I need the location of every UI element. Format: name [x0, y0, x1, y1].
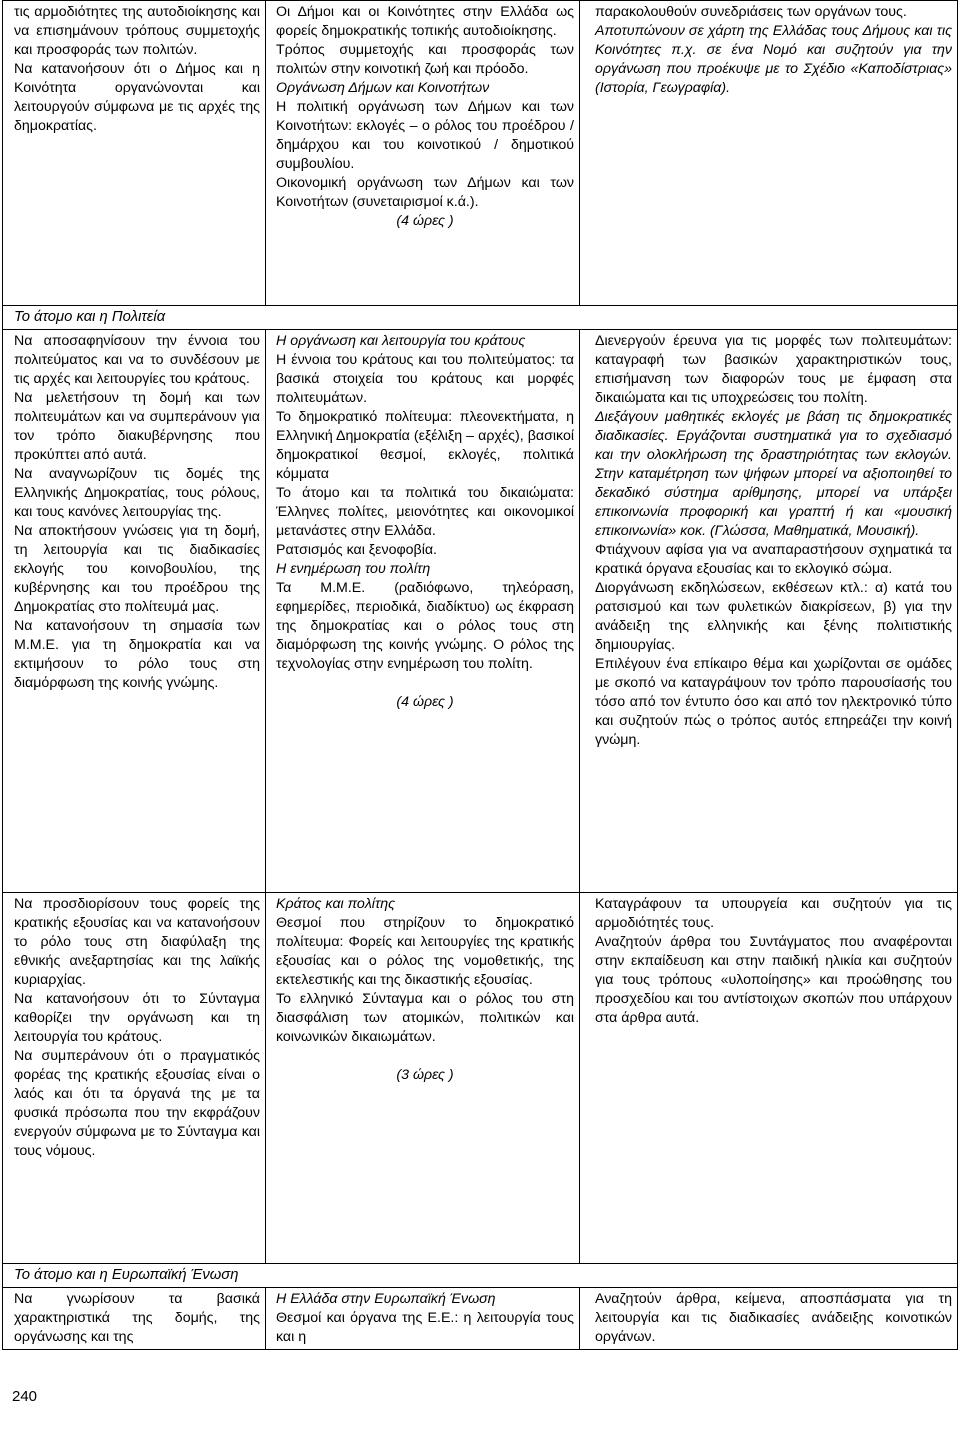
paragraph: Διοργάνωση εκδηλώσεων, εκθέσεων κτλ.: α) κατά του ρατσισμού και των φυλετικών διακρίσεων, β) για την ανάδειξη της ελληνικής και ξένης πολιτιστικής δημιουργίας. — [595, 580, 952, 653]
content-cell — [266, 893, 580, 1264]
subheading: Η οργάνωση και λειτουργία του κράτους — [276, 333, 526, 349]
paragraph: Να γνωρίσουν τα βασικά χαρακτηριστικά της δομής, της οργάνωσης και της — [14, 1291, 260, 1345]
paragraph: Να αποσαφηνίσουν την έννοια του πολιτεύματος και να το συνδέσουν με τις αρχές και λειτουργίες του κράτους. — [14, 333, 260, 387]
paragraph: Αποτυπώνουν σε χάρτη της Ελλάδας τους Δήμους και τις Κοινότητες π.χ. σε ένα Νομό και συζητούν για την οργάνωση που προέκυψε με το Σχέδιο «Καποδίστριας» (Ιστορία, Γεωγραφία). — [595, 23, 952, 96]
section-row — [3, 306, 958, 330]
paragraph: Οι Δήμοι και οι Κοινότητες στην Ελλάδα ως φορείς δημοκρατικής τοπικής αυτοδιοίκησης. — [276, 4, 574, 39]
paragraph: Θεσμοί που στηρίζουν το δημοκρατικό πολίτευμα: Φορείς και λειτουργίες της κρατικής εξουσίας και ο ρόλος της νομοθετικής, της εκτελεστικής και της δικαστικής εξουσίας. — [276, 915, 574, 988]
paragraph: Να συμπεράνουν ότι ο πραγματικός φορέας της κρατικής εξουσίας είναι ο λαός και ότι τα όργανά της με τα φυσικά πρόσωπα που την εκφράζουν ενεργούν σύμφωνα με το Σύνταγμα και τους νόμους. — [14, 1048, 260, 1159]
paragraph: Τρόπος συμμετοχής και προσφοράς των πολιτών στην κοινοτική ζωή και πρόοδο. — [276, 42, 574, 77]
table-row — [3, 1, 958, 306]
activities-cell — [580, 1288, 958, 1350]
paragraph: Αναζητούν άρθρα του Συντάγματος που αναφέρονται στην εκπαίδευση και στην παιδική ηλικία και συζητούν για τους τρόπους «υλοποίησης» και προώθησης του προσχεδίου και του αντίστοιχων σκοπών που υπάρχουν στα άρθρα αυτά. — [595, 934, 952, 1026]
paragraph: τις αρμοδιότητες της αυτοδιοίκησης και να επισημάνουν τρόπους συμμετοχής και προσφοράς των πολιτών. — [14, 4, 260, 58]
table-row — [3, 330, 958, 893]
paragraph: Τα Μ.Μ.Ε. (ραδιόφωνο, τηλεόραση, εφημερίδες, περιοδικά, διαδίκτυο) ως έκφραση της δημοκρατίας και ο ρόλος τους στη διαμόρφωση της κοινής γνώμης. Ο ρόλος της τεχνολογίας στην ενημέρωση του πολίτη. — [276, 580, 574, 672]
paragraph: Φτιάχνουν αφίσα για να αναπαραστήσουν σχηματικά τα κρατικά όργανα εξουσίας και το εκλογικό σώμα. — [595, 542, 952, 577]
subheading: Η ενημέρωση του πολίτη — [276, 561, 431, 577]
hours-label: (4 ώρες ) — [396, 694, 454, 710]
section-title: Το άτομο και η Πολιτεία — [3, 306, 958, 330]
paragraph: Να αποκτήσουν γνώσεις για τη δομή, τη λειτουργία και τις διαδικασίες εκλογής του κοινοβουλίου, της κυβέρνησης και του προέδρου της Δημοκρατίας στο πολίτευμά μας. — [14, 523, 260, 615]
paragraph: παρακολουθούν συνεδριάσεις των οργάνων τους. — [595, 4, 907, 20]
section-title: Το άτομο και η Ευρωπαϊκή Ένωση — [3, 1264, 958, 1288]
content-cell — [266, 330, 580, 893]
paragraph: Καταγράφουν τα υπουργεία και συζητούν για τις αρμοδιότητές τους. — [595, 896, 952, 931]
paragraph: Η έννοια του κράτους και του πολιτεύματος: τα βασικά στοιχεία του κράτους και μορφές πολιτευμάτων. — [276, 352, 574, 406]
paragraph: Να αναγνωρίζουν τις δομές της Ελληνικής Δημοκρατίας, τους ρόλους, και τους κανόνες λειτουργίας της. — [14, 466, 260, 520]
paragraph: Διεξάγουν μαθητικές εκλογές με βάση τις δημοκρατικές διαδικασίες. Εργάζονται συστηματικά για το σχεδιασμό και την ολοκλήρωση της δραστηριότητας των εκλογών. Στην καταμέτρηση των ψήφων μπορεί να αξιοποιηθεί το δεκαδικό σύστημα αρίθμησης, μπορεί να υπάρξει επικοινωνία προφορική και γραπτή ή και «μουσική επικοινωνία» κοκ. (Γλώσσα, Μαθηματικά, Μουσική). — [595, 409, 952, 539]
paragraph: Να κατανοήσουν τη σημασία των Μ.Μ.Ε. για τη δημοκρατία και να εκτιμήσουν το ρόλο τους στη διαμόρφωση της κοινής γνώμης. — [14, 618, 260, 691]
paragraph: Οικονομική οργάνωση των Δήμων και των Κοινοτήτων (συνεταιρισμοί κ.ά.). — [276, 175, 574, 210]
activities-cell — [580, 1, 958, 306]
objectives-cell — [3, 330, 266, 893]
paragraph: Να κατανοήσουν ότι ο Δήμος και η Κοινότητα οργανώνονται και λειτουργούν σύμφωνα με τις αρχές της δημοκρατίας. — [14, 61, 260, 134]
paragraph: Αναζητούν άρθρα, κείμενα, αποσπάσματα για τη λειτουργία και τις διαδικασίες ανάδειξης κοινοτικών οργάνων. — [595, 1291, 952, 1345]
activities-cell — [580, 330, 958, 893]
table-row — [3, 893, 958, 1264]
hours-label: (3 ώρες ) — [396, 1067, 454, 1083]
paragraph: Να προσδιορίσουν τους φορείς της κρατικής εξουσίας και να κατανοήσουν το ρόλο τους στη διαφύλαξη της εθνικής ανεξαρτησίας και της λαϊκής κυριαρχίας. — [14, 896, 260, 988]
paragraph: Επιλέγουν ένα επίκαιρο θέμα και χωρίζονται σε ομάδες με σκοπό να καταγράψουν τον τρόπο παρουσίασής του τόσο από τον έντυπο όσο και από τον ηλεκτρονικό τύπο και συζητούν πώς ο τρόπος αυτός επηρεάζει την κοινή γνώμη. — [595, 656, 952, 748]
objectives-cell — [3, 1, 266, 306]
paragraph: Το δημοκρατικό πολίτευμα: πλεονεκτήματα, η Ελληνική Δημοκρατία (εξέλιξη – αρχές), βασικοί δημοκρατικοί θεσμοί, εκλογές, πολιτικά κόμματα — [276, 409, 574, 482]
paragraph: Διενεργούν έρευνα για τις μορφές των πολιτευμάτων: καταγραφή των βασικών χαρακτηριστικών τους, επισήμανση των διαφορών τους με έμφαση στα δικαιώματα και τις υποχρεώσεις του πολίτη. — [595, 333, 952, 406]
paragraph: Να κατανοήσουν ότι το Σύνταγμα καθορίζει την οργάνωση και τη λειτουργία του κράτους. — [14, 991, 260, 1045]
page-number: 240 — [12, 1388, 38, 1405]
paragraph: Θεσμοί και όργανα της Ε.Ε.: η λειτουργία τους και η — [276, 1310, 574, 1345]
paragraph: Να μελετήσουν τη δομή και των πολιτευμάτων και να συμπεράνουν για τον τρόπο διακυβέρνησης που προκύπτει από αυτά. — [14, 390, 260, 463]
content-cell — [266, 1, 580, 306]
paragraph: Το ελληνικό Σύνταγμα και ο ρόλος του στη διασφάλιση των ατομικών, πολιτικών και κοινωνικών δικαιωμάτων. — [276, 991, 574, 1045]
subheading: Η Ελλάδα στην Ευρωπαϊκή Ένωση — [276, 1291, 496, 1307]
objectives-cell — [3, 1288, 266, 1350]
subheading: Οργάνωση Δήμων και Κοινοτήτων — [276, 80, 490, 96]
paragraph: Η πολιτική οργάνωση των Δήμων και των Κοινοτήτων: εκλογές – ο ρόλος του προέδρου / δημάρχου και του κοινοτικού / δημοτικού συμβουλίου. — [276, 99, 574, 172]
table-row — [3, 1288, 958, 1350]
section-row — [3, 1264, 958, 1288]
curriculum-table — [2, 0, 958, 1350]
spacer — [276, 1047, 574, 1066]
objectives-cell — [3, 893, 266, 1264]
content-cell — [266, 1288, 580, 1350]
paragraph: Το άτομο και τα πολιτικά του δικαιώματα: Έλληνες πολίτες, μειονότητες και οικονομικοί μετανάστες στην Ελλάδα. — [276, 485, 574, 539]
hours-label: (4 ώρες ) — [396, 213, 454, 229]
activities-cell — [580, 893, 958, 1264]
paragraph: Ρατσισμός και ξενοφοβία. — [276, 542, 438, 558]
spacer — [276, 674, 574, 693]
subheading: Κράτος και πολίτης — [276, 896, 396, 912]
